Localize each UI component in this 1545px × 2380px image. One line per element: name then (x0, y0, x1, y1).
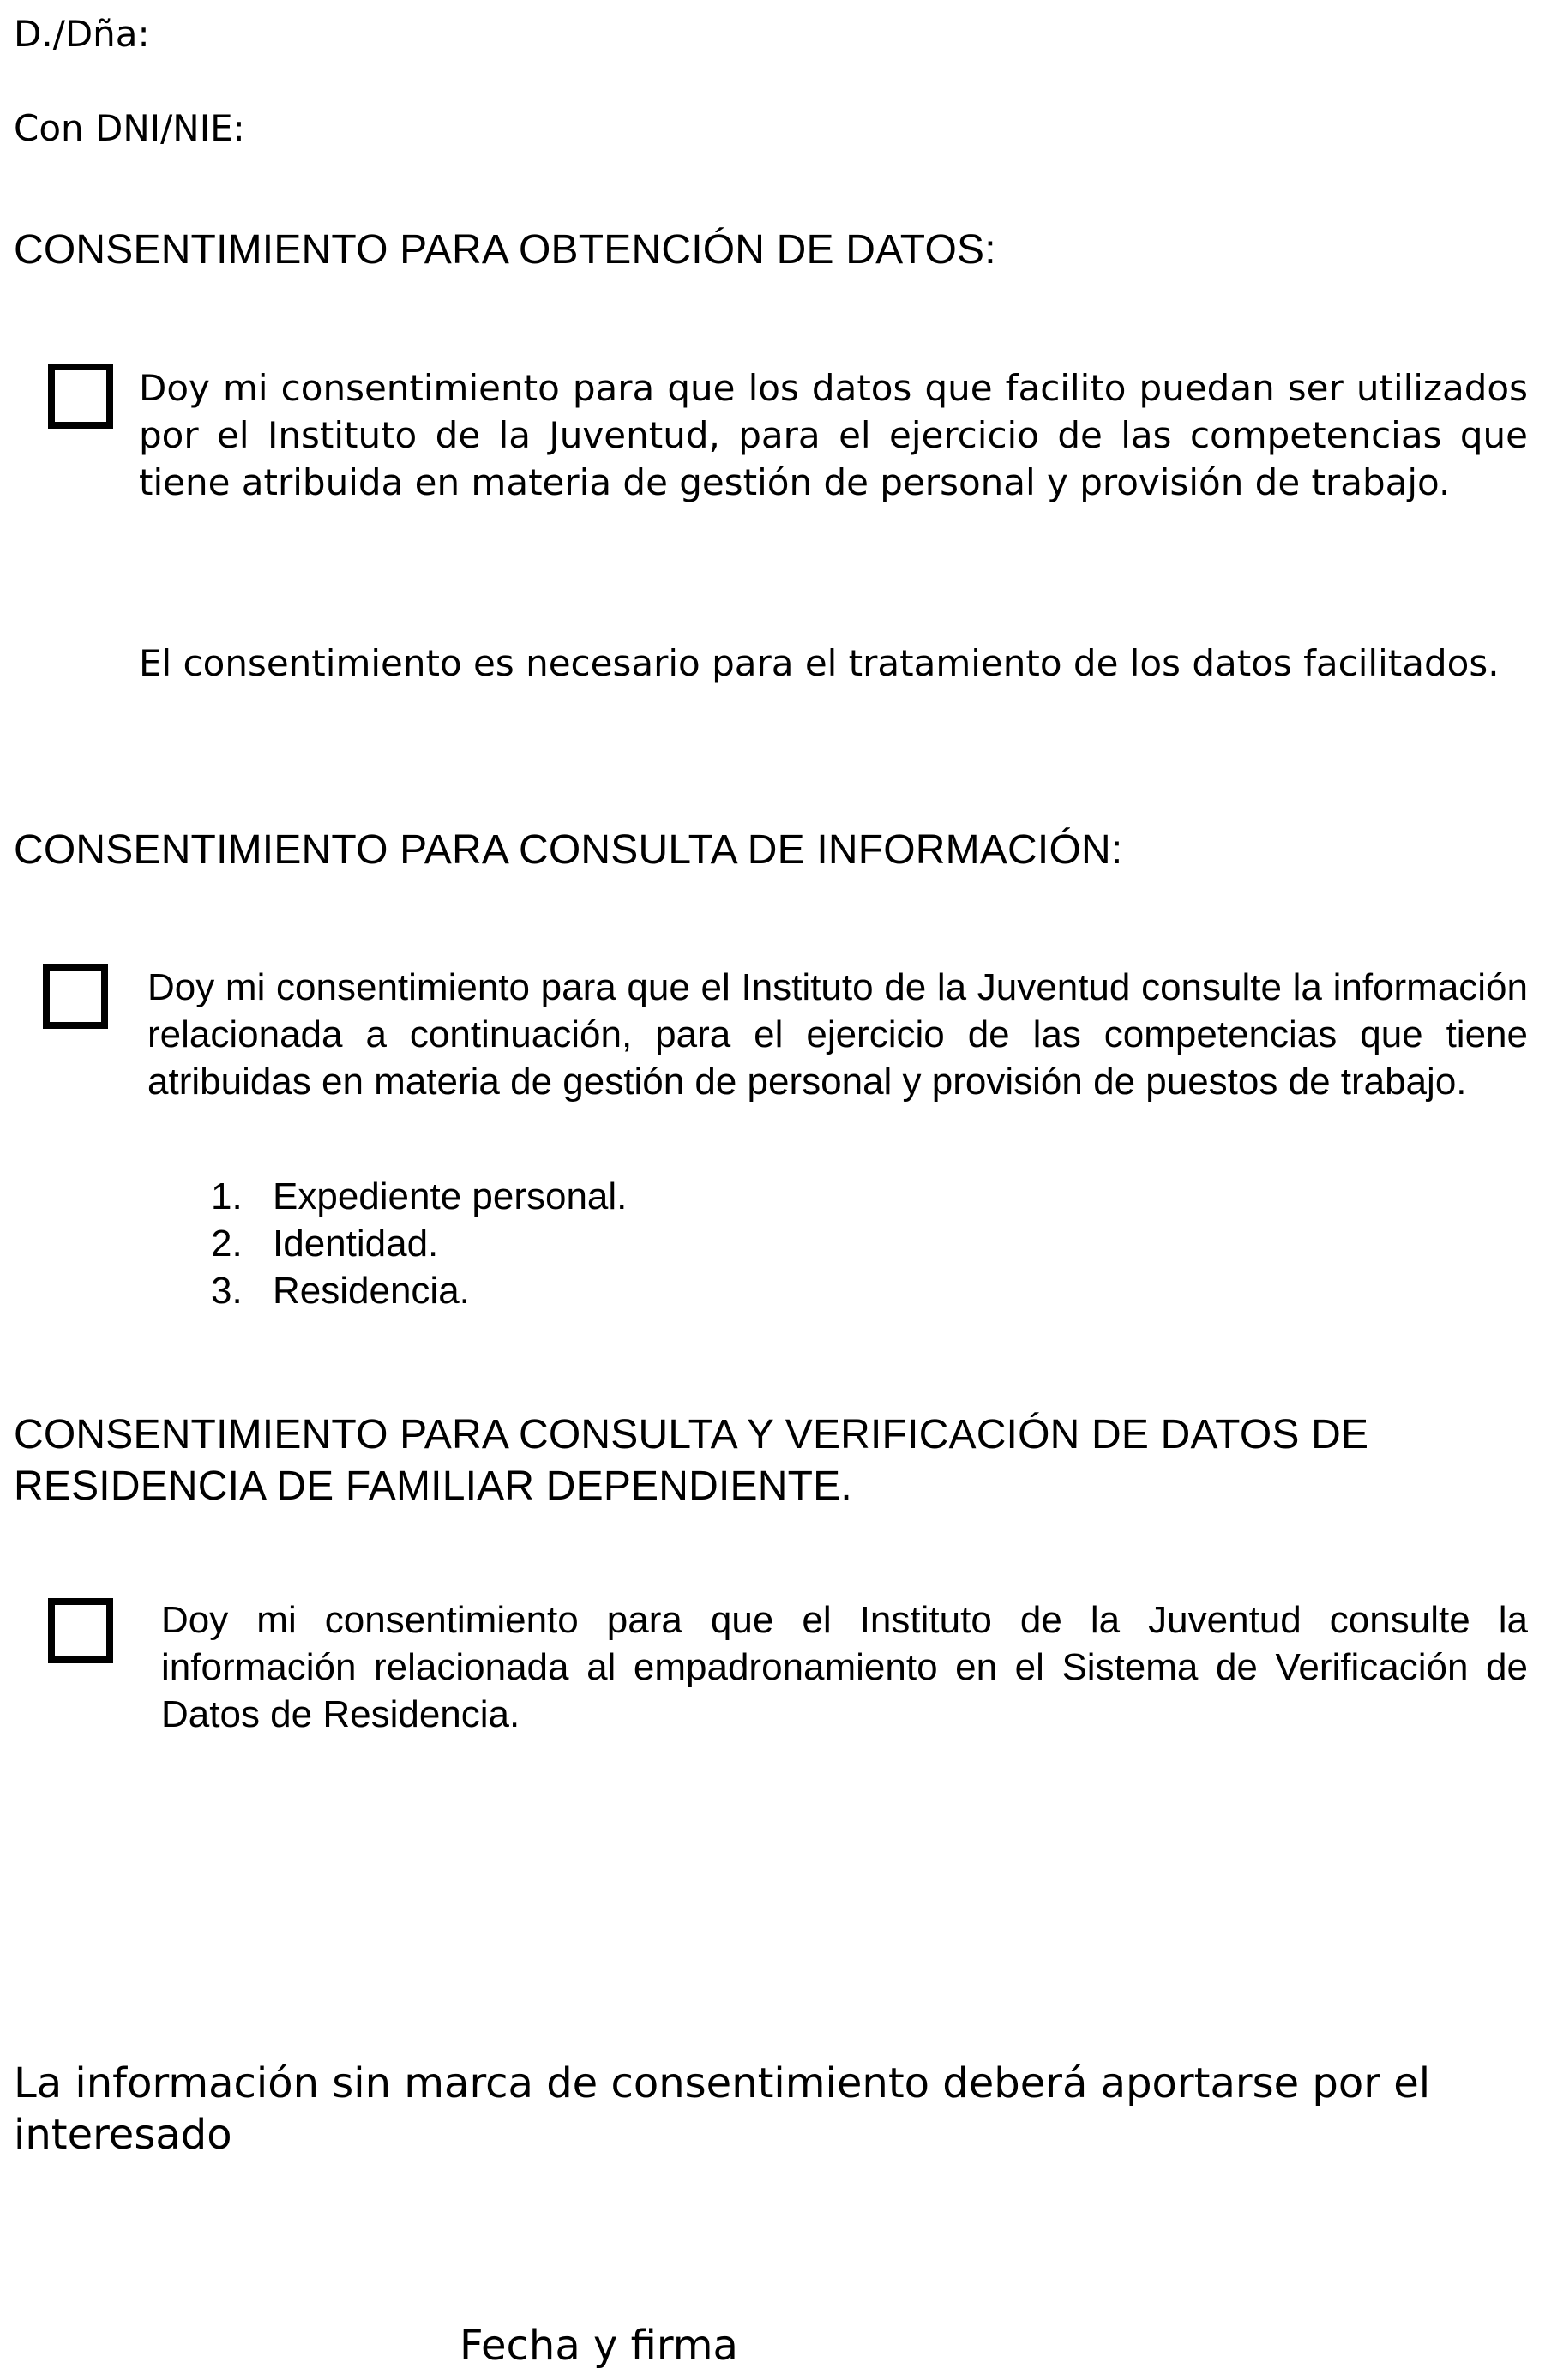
section3-consent-checkbox[interactable] (48, 1598, 113, 1663)
section2-heading: CONSENTIMIENTO PARA CONSULTA DE INFORMACIÓN: (14, 827, 1123, 873)
section3-consent-text: Doy mi consentimiento para que el Instituto de la Juventud consulte la información relacionada al empadronamiento en el Sistema de Verificación de Datos de Residencia. (161, 1599, 1528, 1735)
section1-consent-checkbox[interactable] (48, 364, 113, 429)
missing-consent-note: La información sin marca de consentimiento deberá aportarse por el interesado (14, 2059, 1431, 2159)
list-item-number: 1. (211, 1175, 243, 1217)
name-field-label: D./Dña: (14, 13, 150, 55)
section2-consent-text: Doy mi consentimiento para que el Instituto de la Juventud consulte la información relacionada a continuación, para el ejercicio de las competencias que tiene atribuidas en materia de gestión de personal y provisión de puestos de trabajo. (147, 966, 1528, 1103)
date-signature-label: Fecha y firma (460, 2322, 738, 2370)
list-item (211, 1267, 627, 1314)
section1-heading: CONSENTIMIENTO PARA OBTENCIÓN DE DATOS: (14, 227, 996, 273)
list-item-number: 2. (211, 1223, 243, 1265)
section1-note: El consentimiento es necesario para el tratamiento de los datos facilitados. (139, 642, 1500, 684)
list-item-label: Residencia. (273, 1270, 470, 1312)
list-item (211, 1220, 627, 1267)
list-item-label: Identidad. (273, 1223, 439, 1265)
list-item-label: Expediente personal. (273, 1175, 628, 1217)
section3-heading-line2: RESIDENCIA DE FAMILIAR DEPENDIENTE. (14, 1463, 852, 1509)
section2-consent-checkbox[interactable] (43, 964, 108, 1029)
section3-heading-line1: CONSENTIMIENTO PARA CONSULTA Y VERIFICACIÓN DE DATOS DE (14, 1412, 1369, 1457)
id-field-label: Con DNI/NIE: (14, 107, 245, 149)
section2-items-list (211, 1173, 627, 1314)
section1-consent-text: Doy mi consentimiento para que los datos que facilito puedan ser utilizados por el Instituto de la Juventud, para el ejercicio de las competencias que tiene atribuida en materia de gestión de personal y provisión de trabajo. (139, 367, 1528, 503)
list-item (211, 1173, 627, 1220)
list-item-number: 3. (211, 1270, 243, 1312)
